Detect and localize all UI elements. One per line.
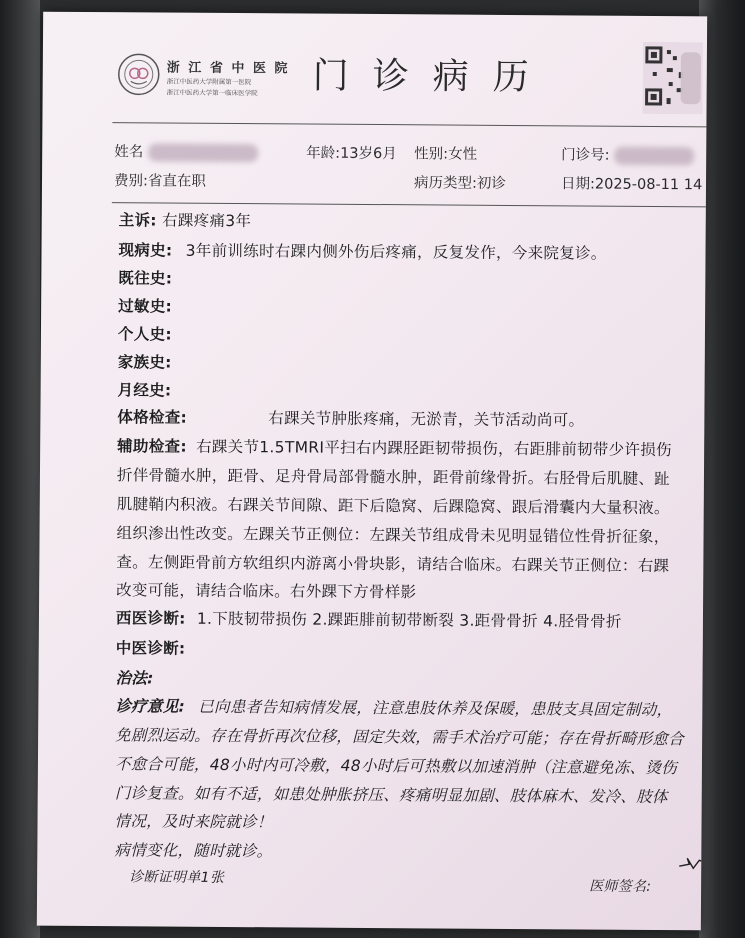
present-illness-row [118,238,606,263]
tcm-diagnosis-row [116,636,186,658]
physical-exam-text: 右踝关节肿胀疼痛，无淤青，关节活动尚可。 [268,409,585,430]
chief-complaint-label: 主诉: [118,211,157,230]
past-history-label: 既往史: [118,269,173,288]
family-history-label: 家族史: [117,353,172,372]
advice-line: 情况，及时来院就诊！ [114,812,273,832]
age-value: 13岁6月 [340,145,397,163]
condition-note: 病情变化，随时就诊。 [114,841,273,861]
fee-type-field [114,169,206,191]
record-type-value: 初诊 [476,175,506,192]
aux-exam-line: 右踝关节1.5TMRI平扫右内踝胫距韧带损伤，右距腓前韧带少许损伤 [196,437,672,460]
hospital-subtitle-2: 浙江中医药大学第一临床医学院 [166,88,258,98]
aux-exam-row [117,434,672,460]
signature-label: 医师签名: [589,878,652,895]
redacted-name [148,143,258,162]
name-label: 姓名 [114,144,144,161]
menstrual-history-row [117,378,171,400]
treatment-row [115,666,153,688]
aux-exam-line: 肌腱鞘内积液。右踝关节间隙、距下后隐窝、后踝隐窝、跟后滑囊内大量积液。 [116,495,670,518]
tcm-diagnosis-label: 中医诊断: [115,639,186,658]
family-history-row [118,350,172,372]
clinic-number-label: 门诊号: [561,147,610,164]
advice-line: 门诊复查。如有不适，如患处肿胀挤压、疼痛明显加剧、肢体麻木、发冷、肢体 [114,784,668,807]
treatment-label: 治法: [115,669,154,688]
hospital-subtitle-1: 浙江中医药大学附属第一医院 [166,77,252,87]
sex-value: 女性 [448,146,478,163]
allergy-history-row [118,294,172,316]
present-illness-text: 3年前训练时右踝内侧外伤后疼痛，反复发作，今来院复诊。 [185,241,607,263]
qr-code-icon [642,42,703,114]
fee-type-value: 省直在职 [147,173,206,190]
present-illness-label: 现病史: [118,241,173,260]
advice-row [115,694,672,720]
physical-exam-label: 体格检查: [117,408,188,427]
certificate-note: 诊断证明单1张 [129,869,225,886]
advice-line: 已向患者告知病情发展，注意患肢休养及保暖，患肢支具固定制动， [198,697,673,720]
western-diagnosis-text: 1.下肢韧带损伤 2.踝距腓前韧带断裂 3.距骨骨折 4.胫骨骨折 [196,609,622,631]
clinic-number-field [561,143,694,165]
sex-field [414,142,477,163]
advice-line: 免剧烈运动。存在骨折再次位移，固定失效，需手术治疗可能；存在骨折畸形愈合 [115,726,685,749]
date-field [561,172,702,194]
patient-name-field [114,140,258,162]
date-value: 2025-08-11 14 [594,176,703,194]
advice-line: 不愈合可能，48小时内可冷敷，48小时后可热敷以加速消肿（注意避免冻、烫伤 [114,755,678,778]
hospital-logo [117,52,161,96]
date-label: 日期: [560,176,595,193]
chief-complaint-row [119,208,252,231]
medical-record-paper [37,12,707,931]
sex-label: 性别: [414,146,449,163]
western-diagnosis-row [116,606,622,632]
chief-complaint-text: 右踝疼痛3年 [162,211,252,231]
age-field [306,142,397,164]
background-left [0,0,40,938]
aux-exam-label: 辅助检查: [117,437,187,456]
record-type-field [414,171,506,193]
personal-history-label: 个人史: [117,325,172,344]
aux-exam-line: 组织渗出性改变。左踝关节正侧位：左踝关节组成骨未见明显错位性骨折征象， [116,524,670,547]
header-rule [112,122,707,127]
patient-info-rule [112,202,707,207]
redacted-clinic-number [614,147,694,166]
past-history-row [118,266,172,288]
physical-exam-row [117,405,584,430]
age-label: 年龄: [306,145,341,162]
page-title: 门诊病历 [312,55,553,99]
personal-history-row [118,322,172,344]
aux-exam-line: 改变可能，请结合临床。右外踝下方骨样影 [116,581,417,602]
record-type-label: 病历类型: [413,175,477,192]
aux-exam-line: 查。左侧距骨前方软组织内游离小骨块影，请结合临床。右踝关节正侧位：右踝 [116,553,670,576]
fee-type-label: 费别: [113,173,148,190]
menstrual-history-label: 月经史: [117,381,172,400]
aux-exam-line: 折伴骨髓水肿，距骨、足舟骨局部骨髓水肿，距骨前缘骨折。右胫骨后肌腱、趾 [116,466,671,489]
western-diagnosis-label: 西医诊断: [115,609,186,628]
allergy-history-label: 过敏史: [118,297,173,316]
advice-label: 诊疗意见: [115,697,186,716]
hospital-name: 浙 江 省 中 医 院 [166,60,290,77]
